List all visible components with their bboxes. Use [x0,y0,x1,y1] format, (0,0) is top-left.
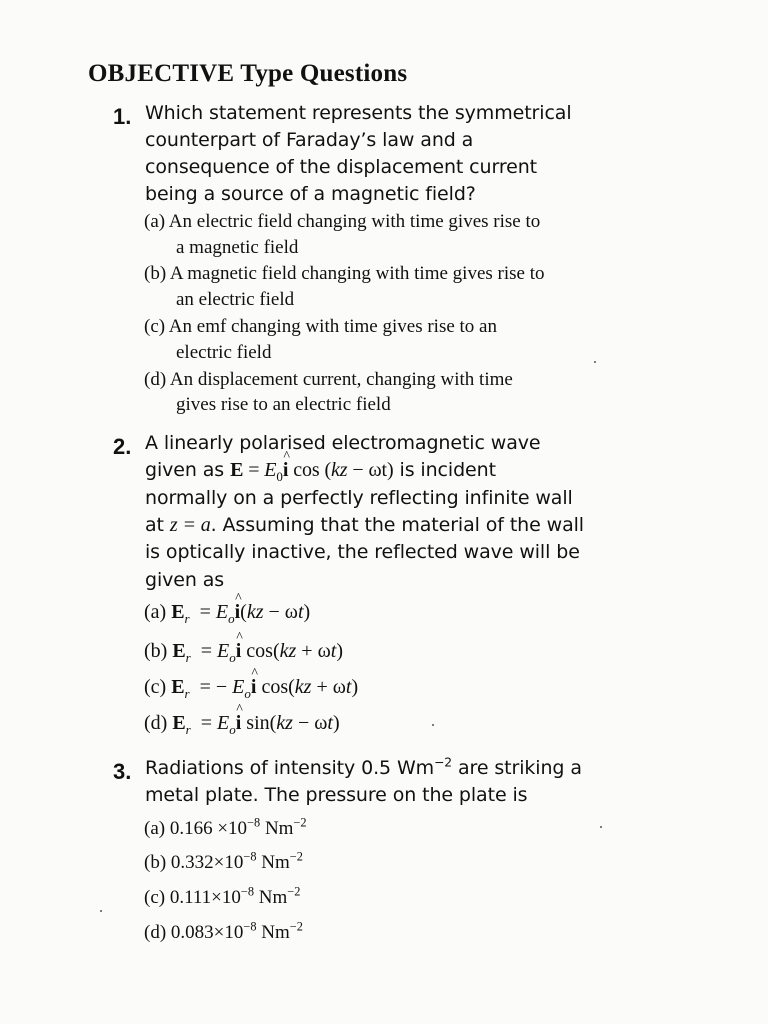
option-unit-exponent: −2 [289,919,303,934]
question-2-option-d: (d) $E_r$ = $E_o\^{}$ i sin(kz − ωt) [144,712,340,735]
question-2-line-suffix: . Assuming that the material of the wall [210,514,584,536]
question-1-option-c: (c) An emf changing with time gives rise to an [144,316,497,337]
question-3-number: 3. [113,759,132,784]
question-2-option-c: (c) $E_r$ = − $E_o\^{}$ i cos(kz + ωt) [144,676,358,699]
scan-speck [594,361,596,363]
question-2-line-prefix: given as [145,459,225,481]
question-1-option-b-cont: an electric field [176,289,295,310]
option-unit: Nm [256,852,290,873]
question-2-line: normally on a perfectly reflecting infinite wall [145,487,573,509]
option-value: (d) 0.083×10 [144,922,244,943]
question-1-line: being a source of a magnetic field? [145,183,476,205]
question-3-line [145,757,582,779]
question-1-option-c-cont: electric field [176,342,272,363]
question-3-option-c [144,884,301,909]
question-2-option-b: (b) $E_r$ = $E_o\^{}$ i cos(kz + ωt) [144,640,343,663]
option-value: (b) 0.332×10 [144,852,244,873]
option-exponent: −8 [243,849,257,864]
question-3-option-b [144,849,303,874]
option-label: (d) [144,712,168,734]
option-exponent: −8 [240,884,255,899]
question-1-line: consequence of the displacement current [145,156,538,178]
question-1-number: 1. [113,104,132,129]
question-1-option-a: (a) An electric field changing with time gives rise to [144,211,541,232]
question-1-option-d-cont: gives rise to an electric field [176,394,391,415]
scan-speck [100,910,102,912]
option-value: (c) 0.111×10 [144,887,241,908]
question-2-line: A linearly polarised electromagnetic wave [145,432,541,454]
option-exponent: −8 [247,815,261,830]
option-exponent: −8 [243,919,257,934]
option-unit-exponent: −2 [287,884,301,899]
option-unit-exponent: −2 [289,849,303,864]
question-2-line-suffix: is incident [399,459,496,481]
question-1-line: Which statement represents the symmetrical [145,102,572,124]
heading-bold: OBJECTIVE [88,60,235,87]
question-2-line: given as [145,569,225,591]
scan-speck [432,724,434,726]
wave-equation: $E = E_0\^{}$ i cos (kz − ωt) [230,459,394,481]
question-3-line-text: Radiations of intensity 0.5 Wm [145,757,435,779]
question-1-option-b: (b) A magnetic field changing with time gives rise to [144,263,545,284]
option-value: (a) 0.166 ×10 [144,818,248,839]
question-1-line: counterpart of Faraday’s law and a [145,129,474,151]
question-2-line-prefix: at [145,514,164,536]
question-2-line-with-var [145,514,584,537]
option-label: (c) [144,676,167,698]
option-unit: Nm [256,922,290,943]
heading-rest: Type Questions [234,60,408,87]
option-label: (a) [144,601,167,623]
question-3-option-d [144,919,303,944]
option-label: (b) [144,640,168,662]
option-unit: Nm [260,818,294,839]
question-3-line-suffix: are striking a [452,757,582,779]
question-2-option-a: (a) $E_r$ = $E_o\^{}$ i(kz − ωt) [144,601,310,624]
question-1-option-a-cont: a magnetic field [176,237,299,258]
question-3-line: metal plate. The pressure on the plate is [145,784,528,806]
section-heading [88,60,407,88]
question-2-number: 2. [113,434,132,459]
question-2-line: is optically inactive, the reflected wave will be [145,541,580,563]
question-3-option-a [144,815,307,840]
intensity-exponent: −2 [434,755,453,770]
wall-position: z = a [169,514,211,536]
question-1-option-d: (d) An displacement current, changing with time [144,369,513,390]
scan-speck [600,826,602,828]
option-unit: Nm [254,887,288,908]
option-unit-exponent: −2 [293,815,307,830]
question-2-line-with-formula [145,459,496,482]
